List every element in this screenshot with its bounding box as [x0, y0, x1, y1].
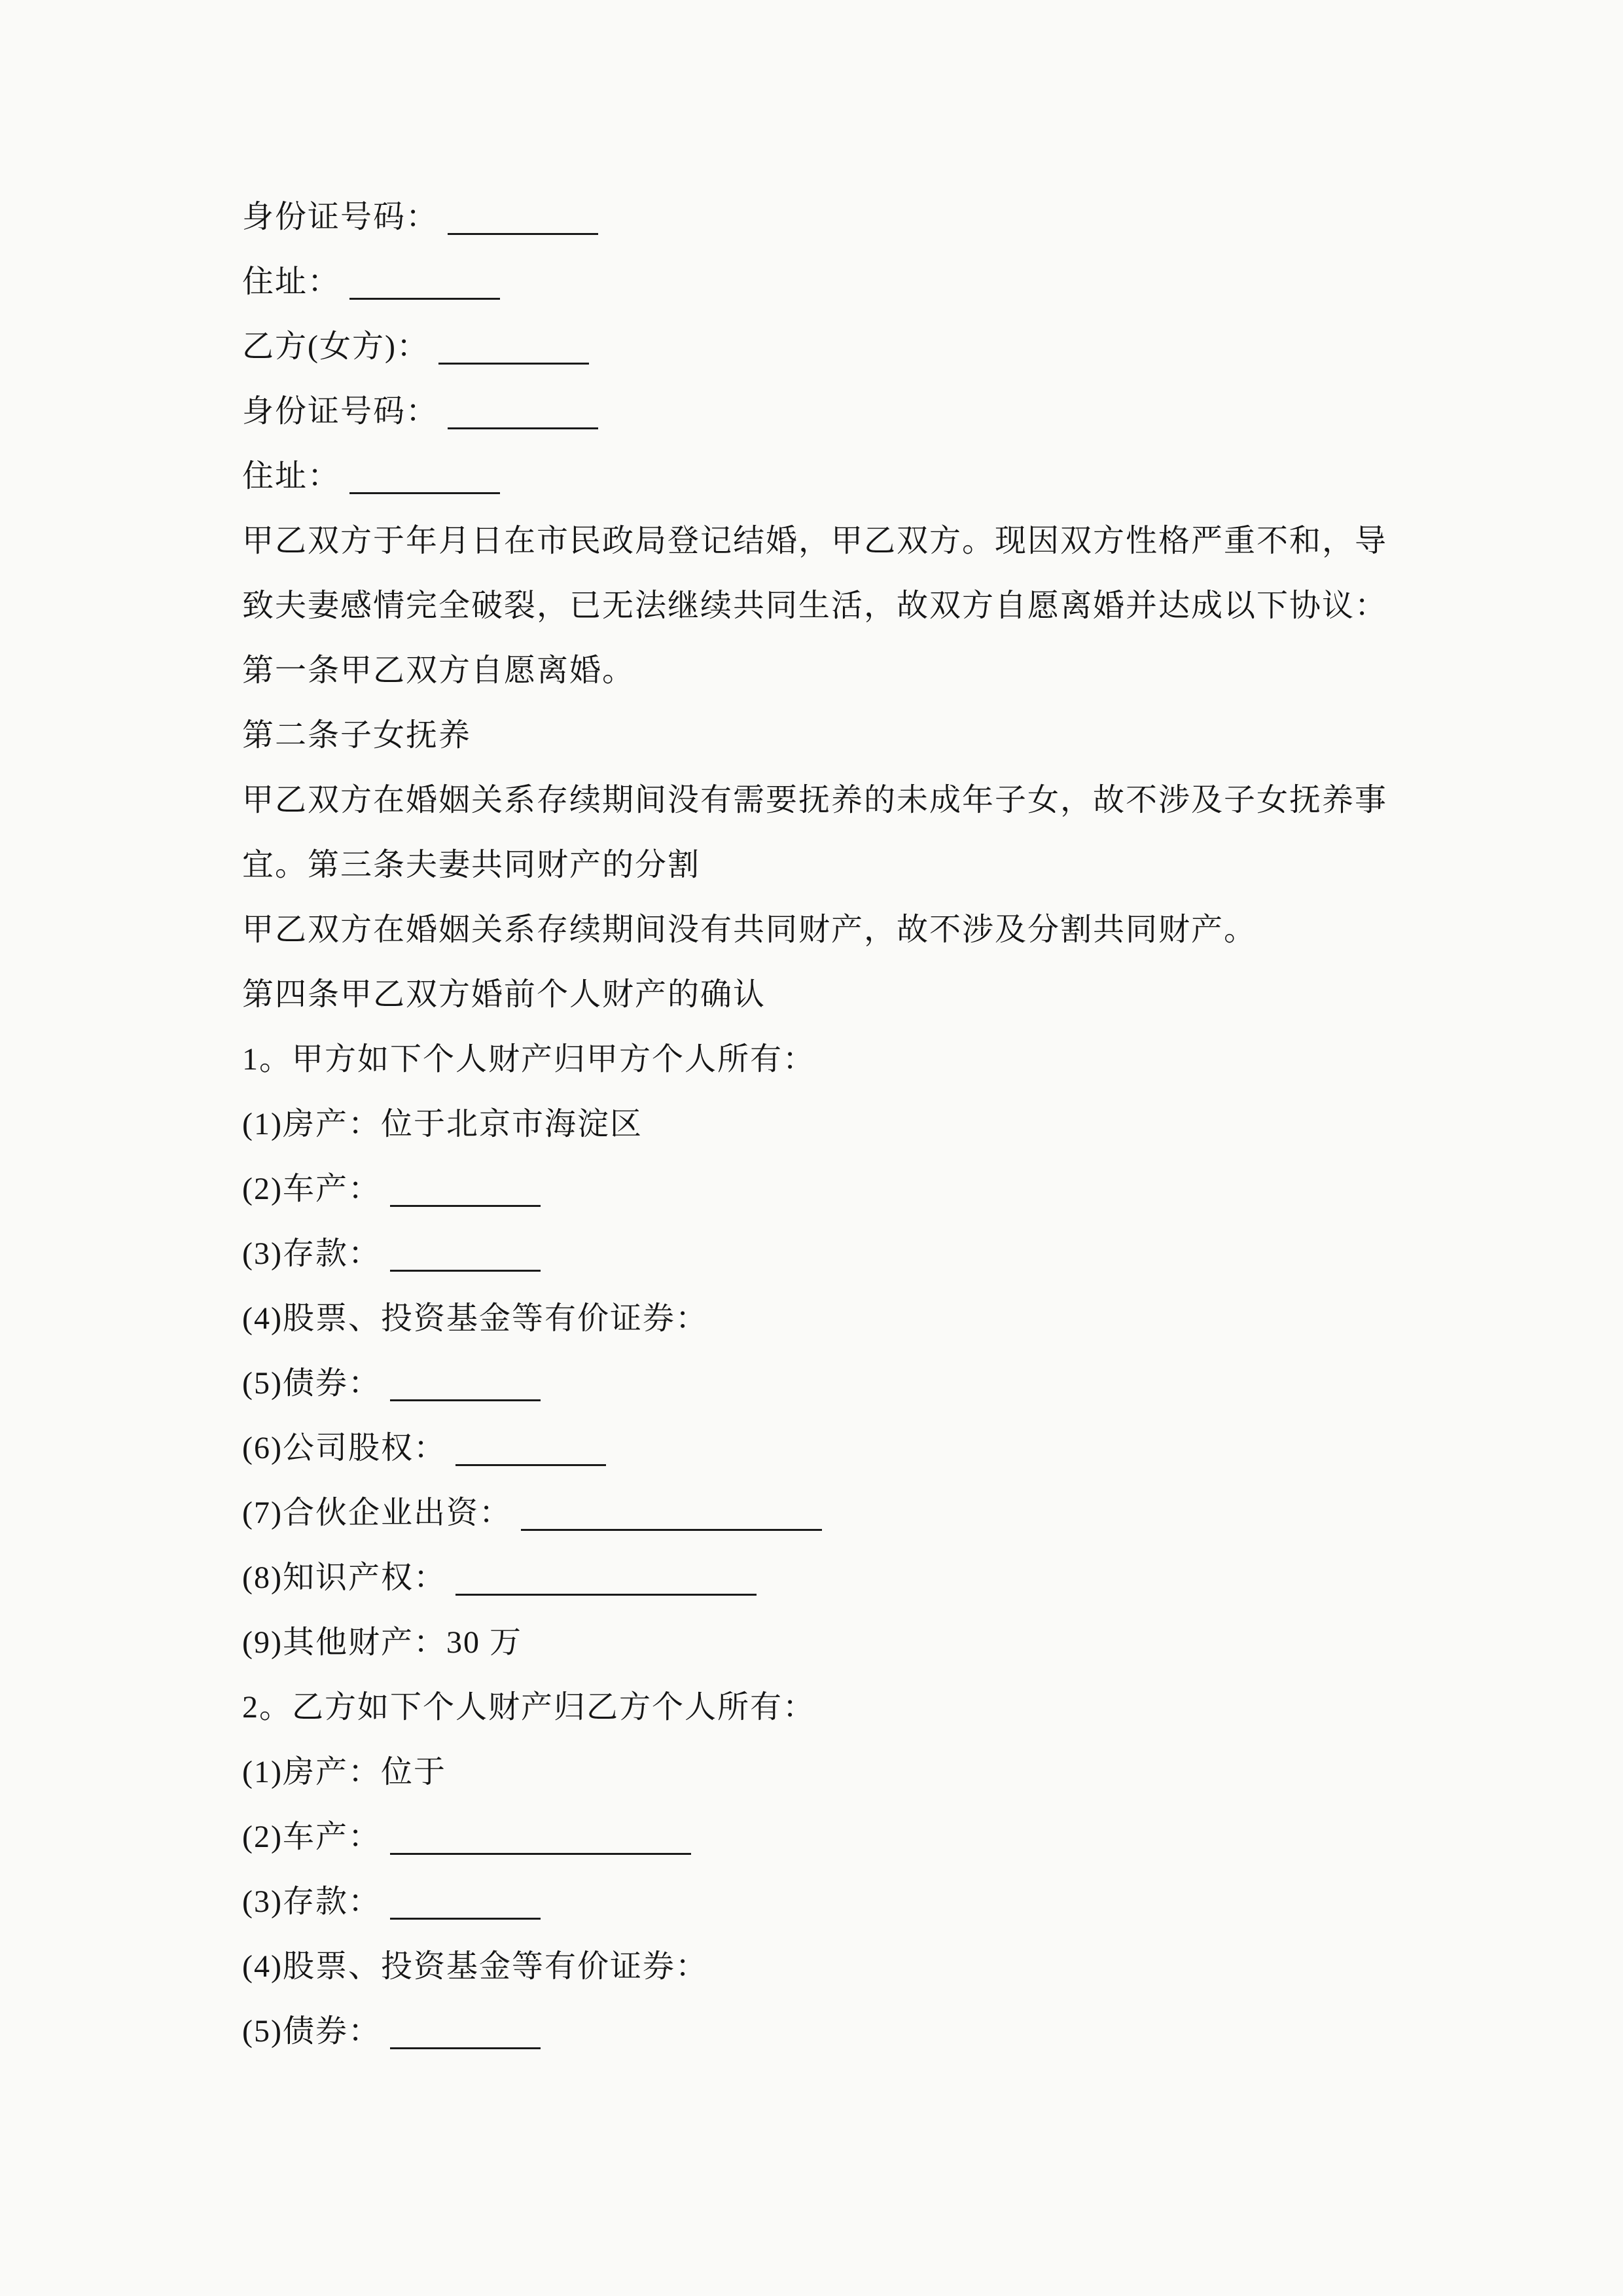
document-line	[242, 1351, 1427, 1416]
document-line	[242, 1092, 1427, 1157]
blank-underline	[390, 1270, 541, 1272]
line-text: (2)车产：	[242, 1820, 381, 1854]
line-text: 身份证号码：	[242, 394, 439, 429]
document-line	[242, 444, 1427, 509]
blank-underline	[448, 233, 598, 235]
line-text: 身份证号码：	[242, 200, 439, 234]
document-line	[242, 1416, 1427, 1480]
line-text: (4)股票、投资基金等有价证券：	[242, 1301, 708, 1336]
blank-underline	[390, 1205, 541, 1207]
blank-underline	[349, 298, 500, 300]
line-text: 甲乙双方在婚姻关系存续期间没有需要抚养的未成年子女，故不涉及子女抚养事	[242, 783, 1388, 817]
blank-underline	[390, 2047, 541, 2049]
document-line	[242, 1480, 1427, 1545]
document-line	[242, 379, 1427, 444]
document-line	[242, 314, 1427, 379]
line-text: (9)其他财产：30 万	[242, 1625, 522, 1660]
document-line	[242, 1740, 1427, 1804]
blank-underline	[448, 427, 598, 429]
blank-underline	[390, 1399, 541, 1401]
line-text: 甲乙双方在婚姻关系存续期间没有共同财产，故不涉及分割共同财产。	[242, 912, 1257, 947]
line-text: (3)存款：	[242, 1884, 381, 1919]
line-text: 第一条甲乙双方自愿离婚。	[242, 653, 635, 688]
document-line	[242, 1610, 1427, 1675]
document-line	[242, 638, 1427, 703]
blank-underline	[390, 1853, 691, 1855]
document-line	[242, 573, 1427, 638]
line-text: 1。甲方如下个人财产归甲方个人所有：	[242, 1042, 816, 1077]
line-text: 住址：	[242, 264, 341, 299]
line-text: (1)房产：位于北京市海淀区	[242, 1107, 643, 1141]
document-line	[242, 1934, 1427, 1999]
line-text: (2)车产：	[242, 1172, 381, 1206]
document-line	[242, 703, 1427, 768]
blank-underline	[521, 1529, 822, 1531]
document-line	[242, 1545, 1427, 1610]
line-text: (5)债券：	[242, 2014, 381, 2049]
line-text: (4)股票、投资基金等有价证券：	[242, 1949, 708, 1984]
document-line	[242, 833, 1427, 897]
document-line	[242, 1804, 1427, 1869]
document-line	[242, 1027, 1427, 1092]
document-line	[242, 1675, 1427, 1740]
document-line	[242, 768, 1427, 833]
line-text: 致夫妻感情完全破裂，已无法继续共同生活，故双方自愿离婚并达成以下协议：	[242, 588, 1388, 623]
line-text: (6)公司股权：	[242, 1431, 446, 1465]
blank-underline	[390, 1918, 541, 1920]
blank-underline	[438, 363, 589, 365]
blank-underline	[455, 1594, 757, 1596]
blank-underline	[455, 1464, 606, 1466]
line-text: (7)合伙企业出资：	[242, 1496, 512, 1530]
document-line	[242, 1221, 1427, 1286]
document-line	[242, 509, 1427, 573]
line-text: (1)房产：位于	[242, 1755, 446, 1789]
line-text: (8)知识产权：	[242, 1560, 446, 1595]
line-text: 住址：	[242, 459, 341, 493]
document-line	[242, 897, 1427, 962]
line-text: 宜。第三条夫妻共同财产的分割	[242, 848, 701, 882]
line-text: 第二条子女抚养	[242, 718, 472, 753]
line-text: (5)债券：	[242, 1366, 381, 1401]
document-line	[242, 1157, 1427, 1221]
blank-underline	[349, 492, 500, 494]
line-text: 第四条甲乙双方婚前个人财产的确认	[242, 977, 766, 1012]
document-line	[242, 1869, 1427, 1934]
line-text: 2。乙方如下个人财产归乙方个人所有：	[242, 1690, 816, 1725]
document-line	[242, 962, 1427, 1027]
line-text: (3)存款：	[242, 1236, 381, 1271]
document-line	[242, 1286, 1427, 1351]
line-text: 乙方(女方)：	[242, 329, 429, 364]
line-text: 甲乙双方于年月日在市民政局登记结婚，甲乙双方。现因双方性格严重不和，导	[242, 524, 1388, 558]
document-lines	[242, 185, 1427, 2064]
document-line	[242, 1999, 1427, 2064]
document-line	[242, 249, 1427, 314]
document-line	[242, 185, 1427, 249]
